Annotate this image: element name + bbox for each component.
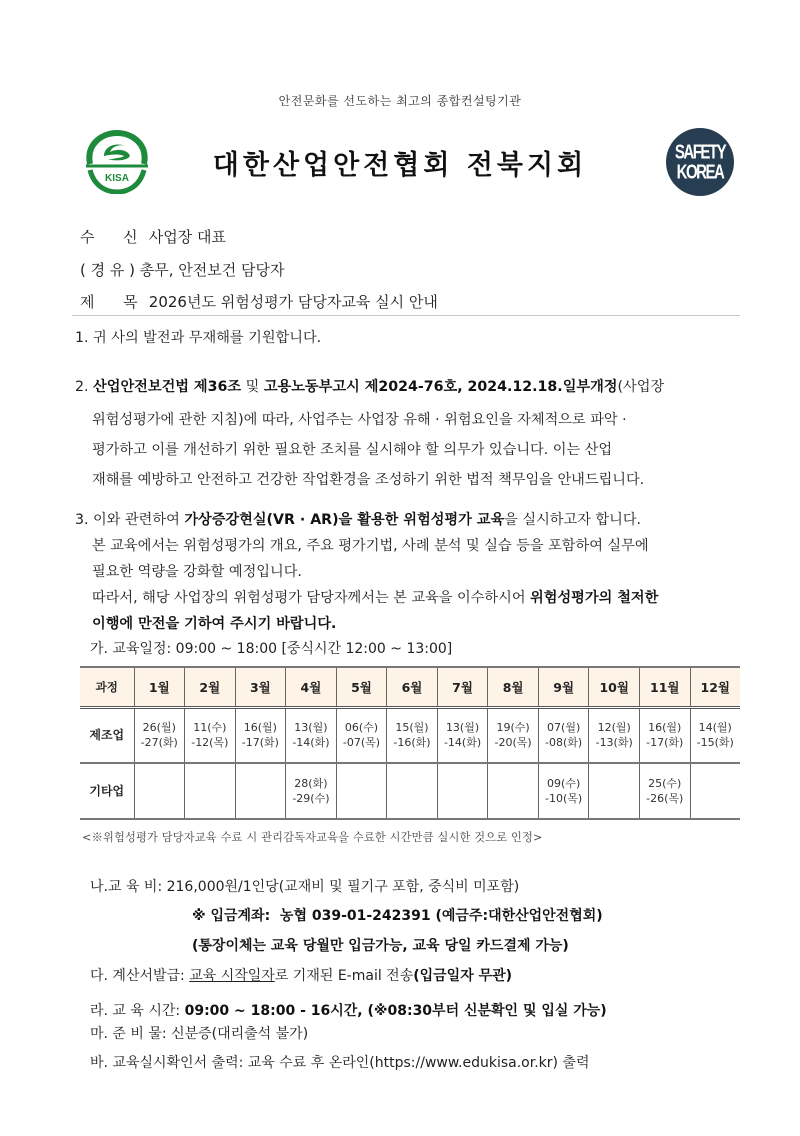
schedule-cell [336, 763, 387, 819]
svg-text:KISA: KISA [105, 173, 129, 184]
schedule-cell [185, 763, 236, 819]
payment-note-line: (통장이체는 교육 당월만 입금가능, 교육 당일 카드결제 가능) [192, 938, 569, 954]
time-prefix: 라. 교 육 시간: [90, 1003, 185, 1019]
p3-line-4-bold: 위험성평가의 철저한 [530, 590, 659, 606]
preparation-line: 마. 준 비 물: 신분증(대리출석 불가) [90, 1026, 309, 1042]
schedule-cell [134, 707, 185, 763]
schedule-cell [336, 707, 387, 763]
p2-notice-ref: 고용노동부고시 제2024-76호, 2024.12.18.일부개정 [263, 379, 618, 395]
table-row [80, 763, 740, 819]
date-start: 09(수) [547, 777, 581, 790]
via-value: 총무, 안전보건 담당자 [139, 261, 285, 279]
header-month: 6월 [387, 667, 438, 707]
schedule-cell [134, 763, 185, 819]
table-row [80, 707, 740, 763]
header-month: 9월 [538, 667, 589, 707]
bank-account-line: ※ 입금계좌: 농협 039-01-242391 (예금주:대한산업안전협회) [192, 908, 603, 924]
certificate-line: 바. 교육실시확인서 출력: 교육 수료 후 온라인(https://www.edukisa.or.kr) 출력 [90, 1055, 590, 1071]
date-start: 19(수) [496, 721, 530, 735]
p2-line-3: 평가하고 이를 개선하기 위한 필요한 조치를 실시해야 할 의무가 있습니다. 이는 산업 [92, 442, 613, 458]
paragraph-2 [75, 375, 740, 492]
date-end: -17(화) [646, 736, 684, 750]
date-start: 25(수) [648, 777, 682, 790]
date-start: 13(월) [294, 721, 328, 735]
date-end: -16(화) [393, 736, 431, 750]
paragraph-1: 1. 귀 사의 발전과 무재해를 기원합니다. [75, 330, 322, 346]
p3-line-4: 따라서, 해당 사업장의 위험성평가 담당자께서는 본 교육을 이수하시어 [92, 590, 531, 606]
date-end: -14(화) [292, 736, 330, 750]
subject-key: 제 목 [80, 293, 138, 311]
header-month: 3월 [235, 667, 286, 707]
header-month: 1월 [134, 667, 185, 707]
schedule-cell [690, 707, 740, 763]
fee-line: 나.교 육 비: 216,000원/1인당(교재비 및 필기구 포함, 중식비 미포함) [90, 879, 520, 895]
via-key: ( 경 유 ) [80, 261, 135, 279]
p3-line-5-bold: 이행에 만전을 기하여 주시기 바랍니다. [92, 616, 337, 632]
date-start: 13(월) [445, 721, 480, 735]
schedule-cell [387, 763, 438, 819]
p3-line-3: 필요한 역량을 강화할 예정입니다. [92, 564, 302, 580]
header-month: 8월 [488, 667, 539, 707]
row-label: 제조업 [89, 727, 125, 742]
p3-course-name: 가상증강현실(VR · AR)을 활용한 위험성평가 교육 [184, 512, 505, 528]
training-time-line [90, 1000, 607, 1020]
date-end: -15(화) [696, 736, 734, 750]
p2-line-4: 재해를 예방하고 안전하고 건강한 작업환경을 조성하기 위한 법적 책무임을 안내드립니다. [92, 472, 645, 488]
date-end: -17(화) [241, 736, 279, 750]
date-end: -14(화) [443, 736, 482, 750]
header-month: 7월 [437, 667, 488, 707]
via-line [80, 259, 285, 280]
schedule-cell [639, 707, 690, 763]
date-start: 11(수) [193, 721, 227, 735]
schedule-cell [235, 707, 286, 763]
schedule-cell [589, 707, 640, 763]
schedule-cell [286, 707, 337, 763]
date-start: 16(월) [243, 721, 277, 735]
p3-rest: 을 실시하고자 합니다. [504, 512, 642, 528]
header-month: 11월 [639, 667, 690, 707]
invoice-bold: (입금일자 무관) [413, 968, 513, 984]
date-start: 06(수) [344, 721, 379, 735]
recipient-value: 사업장 대표 [148, 228, 226, 246]
p2-law-ref: 산업안전보건법 제36조 [93, 379, 242, 395]
org-tagline: 안전문화를 선도하는 최고의 종합컨설팅기관 [278, 94, 522, 108]
row-label: 기타업 [89, 783, 125, 798]
invoice-prefix: 다. 계산서발급: [90, 968, 190, 984]
date-end: -29(수) [292, 792, 330, 805]
p2-conj: 및 [241, 379, 264, 395]
schedule-cell [387, 707, 438, 763]
p2-line-2: 위험성평가에 관한 지침)에 따라, 사업주는 사업장 유해 · 위험요인을 자체적으로 파악 · [92, 412, 627, 428]
date-start: 12(월) [597, 721, 631, 735]
schedule-cell [437, 763, 488, 819]
invoice-underlined: 교육 시작일자 [189, 968, 275, 984]
p2-number: 2. [75, 379, 94, 395]
date-start: 14(월) [698, 721, 732, 735]
date-end: -13(화) [595, 736, 633, 750]
invoice-line [90, 965, 512, 985]
schedule-cell [488, 707, 539, 763]
schedule-label: 가. 교육일정: 09:00 ~ 18:00 [중식시간 12:00 ~ 13:00] [90, 641, 453, 657]
schedule-cell [185, 707, 236, 763]
org-title: 대한산업안전협회 전북지회 [212, 150, 588, 181]
date-start: 28(화) [294, 777, 328, 790]
schedule-table [80, 666, 740, 820]
safety-korea-logo-icon [666, 128, 734, 196]
time-bold: 09:00 ~ 18:00 - 16시간, (※08:30부터 신분확인 및 입실 가능) [184, 1003, 607, 1019]
schedule-cell [589, 763, 640, 819]
schedule-cell [690, 763, 740, 819]
date-end: -07(목) [342, 736, 381, 750]
date-start: 16(월) [648, 721, 682, 735]
schedule-cell [639, 763, 690, 819]
p3-line-2: 본 교육에서는 위험성평가의 개요, 주요 평가기법, 사례 분석 및 실습 등을 포함하여 실무에 [92, 538, 649, 554]
header-month: 5월 [336, 667, 387, 707]
date-start: 26(월) [142, 721, 176, 735]
subject-line [80, 291, 438, 312]
table-footnote: <※위험성평가 담당자교육 수료 시 관리감독자교육을 수료한 시간만큼 실시한 것으로 인정> [82, 831, 543, 844]
schedule-cell [488, 763, 539, 819]
date-end: -08(화) [545, 736, 583, 750]
recipient-key: 수 신 [80, 228, 138, 246]
date-end: -12(목) [191, 736, 229, 750]
schedule-cell [286, 763, 337, 819]
p3-intro: 3. 이와 관련하여 [75, 512, 185, 528]
date-end: -26(목) [646, 792, 684, 805]
table-header-row [80, 667, 740, 707]
logo-text-korea: KOREA [676, 160, 724, 184]
schedule-cell [235, 763, 286, 819]
schedule-cell [538, 763, 589, 819]
date-start: 15(월) [395, 721, 429, 735]
header-month: 12월 [690, 667, 740, 707]
p2-rest: (사업장 [617, 379, 665, 395]
paragraph-3 [75, 508, 740, 638]
header-month: 2월 [185, 667, 236, 707]
logo-text-safety: SAFETY [674, 140, 726, 164]
header-divider [72, 315, 740, 316]
date-start: 07(월) [547, 721, 581, 735]
invoice-mid: 로 기재된 E-mail 전송 [274, 968, 414, 984]
recipient-line [80, 226, 226, 247]
header-month: 10월 [589, 667, 640, 707]
date-end: -27(화) [140, 736, 178, 750]
subject-value: 2026년도 위험성평가 담당자교육 실시 안내 [148, 293, 438, 311]
schedule-cell [538, 707, 589, 763]
schedule-cell [437, 707, 488, 763]
header-course: 과정 [95, 679, 118, 694]
date-end: -10(목) [545, 792, 583, 805]
date-end: -20(목) [494, 736, 532, 750]
header-month: 4월 [286, 667, 337, 707]
